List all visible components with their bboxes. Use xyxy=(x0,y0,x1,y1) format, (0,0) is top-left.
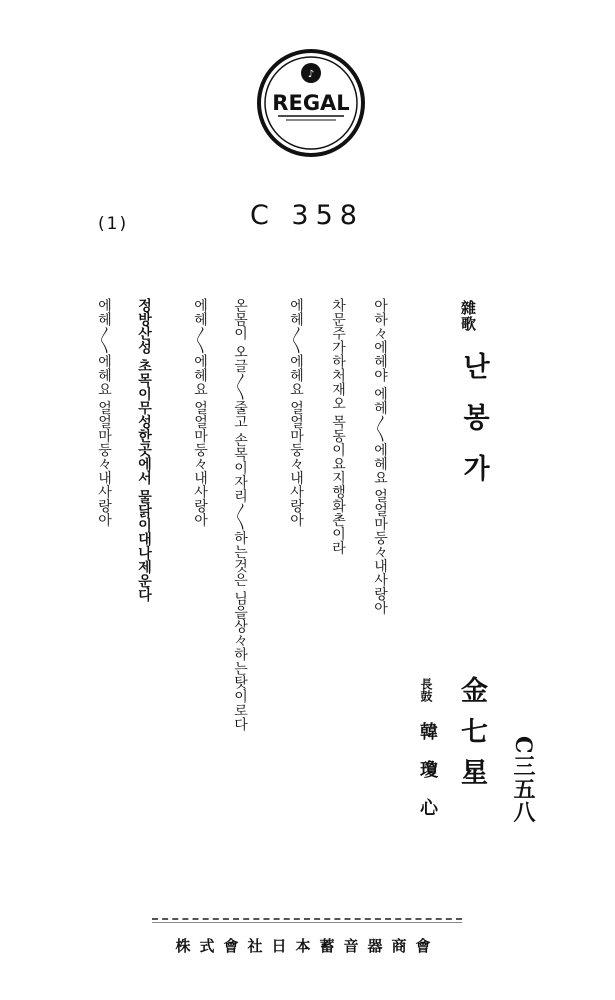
lyric-line-7: 에헤〳〵에헤요 얼얼마둥々내사랑아 xyxy=(96,298,112,527)
publisher-name: 株式會社日本蓄音器商會 xyxy=(175,937,440,955)
catalog-number-cjk: C三五八 xyxy=(510,736,536,824)
logo-brand: REGAL xyxy=(272,91,350,115)
footer-divider-line xyxy=(152,922,462,923)
song-title: 난봉가 xyxy=(458,352,489,505)
singer-name: 金七星 xyxy=(456,676,487,799)
lyric-line-6: 정방산성 초목이무성한곳에서 물닭이대나제운다 xyxy=(136,298,152,602)
catalog-number: C 358 xyxy=(250,200,364,231)
instrument-player: 韓瓊心 xyxy=(417,722,438,836)
lyric-line-1: 아하々에헤야 에헤〳〵에헤요 얼얼마둥々내사랑아 xyxy=(372,298,388,615)
page-number: (1) xyxy=(98,214,129,234)
instrument-label: 長鼓 xyxy=(419,678,433,702)
lyric-line-3: 에헤〳〵에헤요 얼얼마둥々내사랑아 xyxy=(288,298,304,527)
svg-text:♪: ♪ xyxy=(307,69,315,80)
lyric-line-5: 에헤〳〵에헤요 얼얼마둥々내사랑아 xyxy=(192,298,208,527)
genre-label: 雜歌 xyxy=(459,300,477,332)
lyric-line-2: 차문주가하처재오 목동이요지행화촌이라 xyxy=(330,298,346,555)
footer-divider xyxy=(152,918,462,920)
regal-logo xyxy=(256,48,366,158)
lyric-line-4: 온몸이 오글〳〵줄고 손목이자리〳〵하는것은 님을상々하는탓이로다 xyxy=(232,298,248,732)
